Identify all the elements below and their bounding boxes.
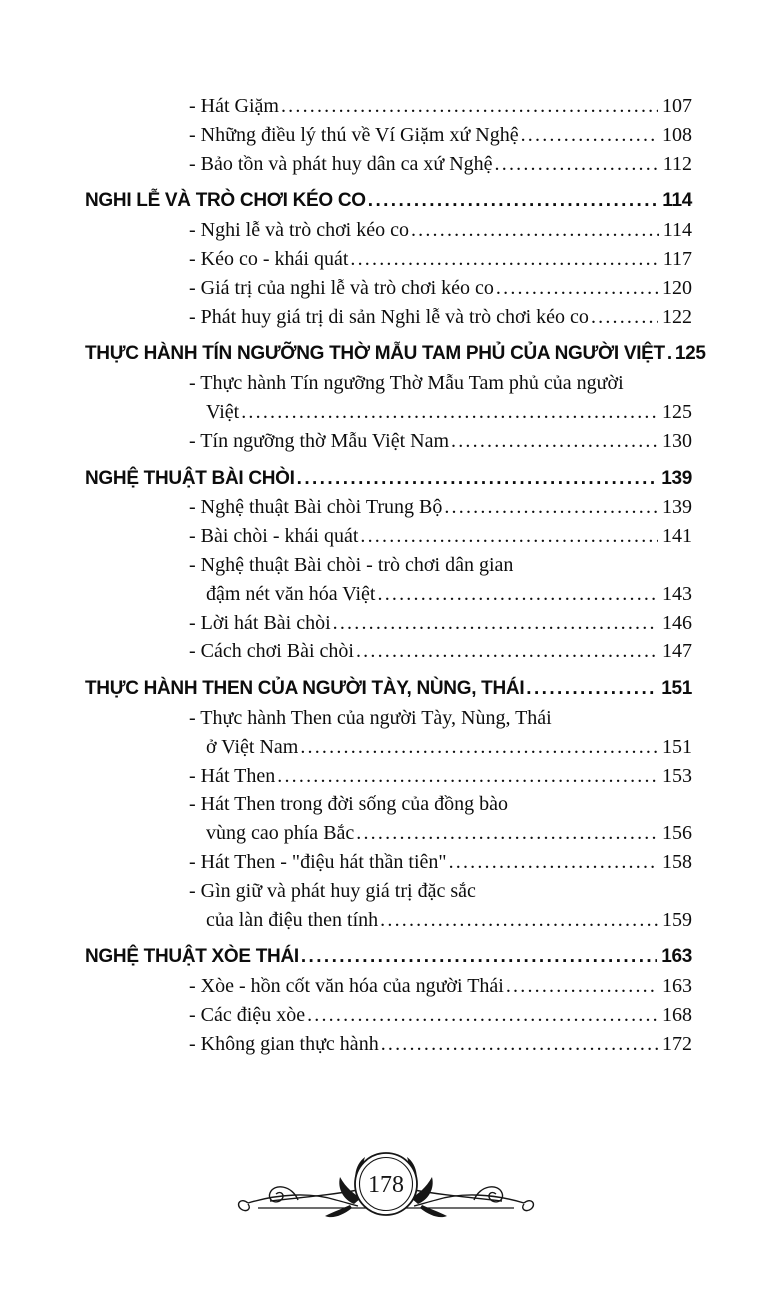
dot-leader [591, 303, 658, 332]
toc-entry [85, 877, 692, 906]
toc-entry [85, 609, 692, 638]
toc-entry [85, 121, 692, 150]
toc-entry-page: 117 [662, 247, 692, 270]
toc-entry-page: 163 [662, 975, 692, 998]
toc-entry-page: 120 [662, 276, 692, 299]
toc-entry-page: 108 [662, 123, 692, 146]
toc-entry [85, 551, 692, 580]
dot-leader [521, 121, 658, 150]
toc-entry-title-cont: đậm nét văn hóa Việt [206, 582, 376, 605]
toc-entry-title: - Hát Then trong đời sống của đồng bào [189, 793, 509, 816]
toc-entry [85, 150, 692, 179]
dot-leader [301, 943, 657, 972]
toc-entry-page: 125 [674, 343, 706, 365]
toc-entry-title: - Các điệu xòe [189, 1003, 306, 1026]
toc-entry [85, 1001, 692, 1030]
dot-leader [506, 972, 658, 1001]
toc-entry [85, 1030, 692, 1059]
toc-entry-title: - Hát Then [189, 764, 276, 787]
toc-entry-page: 130 [662, 429, 692, 452]
toc-entry-title: - Hát Giặm [189, 95, 279, 117]
toc-entry [85, 848, 692, 877]
toc-entry-title: - Không gian thực hành [189, 1032, 379, 1055]
toc-entry-page: 153 [662, 764, 692, 787]
dot-leader [277, 762, 658, 791]
toc-entry-title-cont: của làn điệu then tính [206, 908, 379, 931]
toc-entry-page: 141 [662, 525, 692, 548]
toc-entry-title: NGHỆ THUẬT XÒE THÁI [85, 946, 299, 968]
dot-leader [356, 819, 658, 848]
dot-leader [449, 848, 658, 877]
toc-entry-page: 151 [662, 735, 692, 758]
toc-entry-title: NGHỆ THUẬT BÀI CHÒI [85, 467, 295, 489]
toc-entry-page: 168 [662, 1003, 692, 1026]
toc-entry [85, 790, 692, 819]
toc-entry-title: - Bài chòi - khái quát [189, 525, 359, 548]
toc-entry-page: 125 [662, 400, 692, 423]
toc-entry-page: 151 [661, 678, 692, 700]
toc-chapter-entry [85, 187, 692, 216]
toc-entry-continuation [85, 580, 692, 609]
toc-entry-page: 107 [662, 95, 692, 117]
dot-leader [667, 340, 671, 369]
dot-leader [300, 733, 658, 762]
toc-entry-title: - Thực hành Tín ngưỡng Thờ Mẫu Tam phủ của người [189, 372, 624, 395]
toc-entry-continuation [85, 906, 692, 935]
toc-entry-title: - Tín ngưỡng thờ Mẫu Việt Nam [189, 429, 450, 452]
toc-entry [85, 369, 692, 398]
toc-entry [85, 92, 692, 121]
dot-leader [380, 906, 658, 935]
toc-entry-title-cont: Việt [206, 400, 240, 423]
dot-leader [496, 274, 658, 303]
dot-leader [368, 187, 658, 216]
toc-entry-continuation [85, 733, 692, 762]
dot-leader [297, 465, 658, 494]
toc-entry-title: - Cách chơi Bài chòi [189, 640, 354, 663]
toc-entry [85, 216, 692, 245]
toc-entry [85, 245, 692, 274]
toc-entry-title: - Nghi lễ và trò chơi kéo co [189, 219, 409, 242]
toc-entry [85, 427, 692, 456]
dot-leader [451, 427, 658, 456]
toc-entry [85, 493, 692, 522]
dot-leader [350, 245, 658, 274]
toc-chapter-entry [85, 340, 706, 369]
toc-chapter-entry [85, 675, 692, 704]
toc-entry-title-cont: vùng cao phía Bắc [206, 822, 355, 845]
toc-entry [85, 762, 692, 791]
dot-leader [381, 1030, 658, 1059]
toc-entry-page: 163 [661, 946, 692, 968]
toc-chapter-entry [85, 465, 692, 494]
toc-entry-title: THỰC HÀNH TÍN NGƯỠNG THỜ MẪU TAM PHỦ CỦA NGƯỜI VIỆT [85, 343, 665, 365]
toc-entry-page: 139 [662, 496, 692, 519]
toc-entry-page: 122 [662, 305, 692, 328]
toc-entry [85, 637, 692, 666]
toc-entry-page: 114 [662, 190, 692, 212]
toc-entry-title: NGHI LỄ VÀ TRÒ CHƠI KÉO CO [85, 190, 366, 212]
toc-entry-title: - Thực hành Then của người Tày, Nùng, Thái [189, 706, 552, 729]
flourish-graphic [236, 1134, 536, 1234]
toc-entry-title-cont: ở Việt Nam [206, 735, 299, 758]
toc-entry-title: - Lời hát Bài chòi [189, 611, 331, 634]
footer-page-number: 178 [368, 1172, 404, 1198]
toc-entry-page: 147 [662, 640, 692, 663]
dot-leader [356, 637, 658, 666]
dot-leader [307, 1001, 658, 1030]
toc-entry-page: 143 [662, 582, 692, 605]
toc-entry [85, 522, 692, 551]
toc-entry-page: 156 [662, 822, 692, 845]
toc-entry-continuation [85, 398, 692, 427]
footer-ornament [236, 1134, 536, 1234]
dot-leader [411, 216, 659, 245]
toc-entry-title: - Nghệ thuật Bài chòi - trò chơi dân gian [189, 553, 514, 576]
toc-chapter-entry [85, 943, 692, 972]
toc-entry-page: 146 [662, 611, 692, 634]
dot-leader [444, 493, 658, 522]
toc-entry-title: - Những điều lý thú về Ví Giặm xứ Nghệ [189, 123, 519, 146]
toc-entry-title: - Giá trị của nghi lễ và trò chơi kéo co [189, 276, 494, 299]
toc-list [85, 92, 706, 1059]
toc-entry-page: 172 [662, 1032, 692, 1055]
dot-leader [241, 398, 658, 427]
dot-leader [281, 92, 658, 121]
toc-entry-page: 114 [662, 219, 692, 242]
toc-entry-page: 139 [661, 467, 692, 489]
toc-entry-title: - Hát Then - "điệu hát thần tiên" [189, 850, 447, 873]
toc-entry [85, 704, 692, 733]
dot-leader [526, 675, 657, 704]
toc-entry-title: THỰC HÀNH THEN CỦA NGƯỜI TÀY, NÙNG, THÁI [85, 678, 525, 700]
toc-entry-page: 158 [662, 850, 692, 873]
toc-entry-title: - Phát huy giá trị di sản Nghi lễ và trò chơi kéo co [189, 305, 589, 328]
toc-entry-continuation [85, 819, 692, 848]
dot-leader [360, 522, 658, 551]
toc-entry [85, 972, 692, 1001]
toc-entry-page: 112 [662, 152, 692, 175]
toc-entry-title: - Xòe - hồn cốt văn hóa của người Thái [189, 975, 504, 998]
toc-entry-page: 159 [662, 908, 692, 931]
toc-entry-title: - Bảo tồn và phát huy dân ca xứ Nghệ [189, 152, 493, 175]
dot-leader [333, 609, 658, 638]
toc-entry-title: - Kéo co - khái quát [189, 247, 349, 270]
toc-entry [85, 274, 692, 303]
dot-leader [378, 580, 659, 609]
toc-entry [85, 303, 692, 332]
dot-leader [495, 150, 659, 179]
toc-entry-title: - Nghệ thuật Bài chòi Trung Bộ [189, 496, 443, 519]
toc-entry-title: - Gìn giữ và phát huy giá trị đặc sắc [189, 879, 476, 902]
